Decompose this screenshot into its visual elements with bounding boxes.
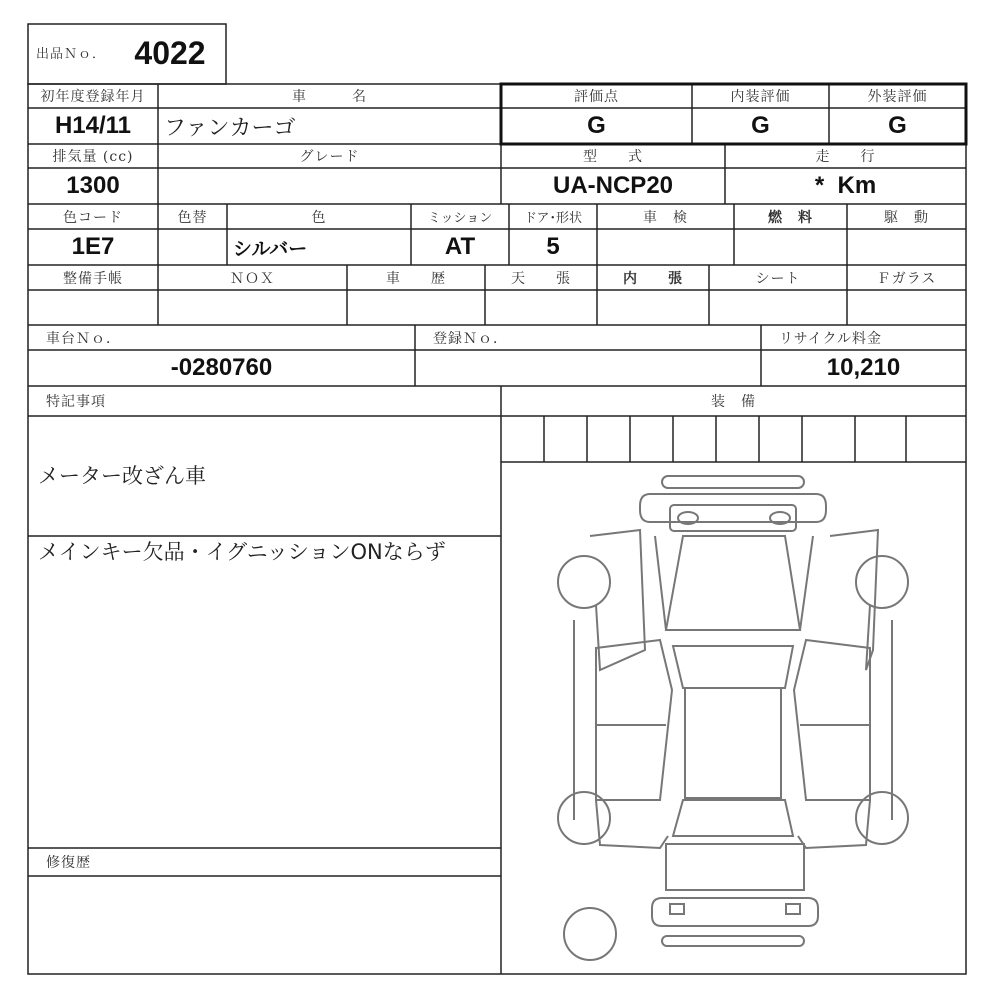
car-diagram: [558, 476, 908, 960]
interior-score-label: 内装評価: [730, 89, 791, 105]
drive-label: 駆 動: [884, 209, 929, 226]
color-code-value: 1E7: [71, 233, 115, 260]
interior-score-value: G: [751, 112, 770, 139]
color-label: 色: [311, 209, 327, 226]
special-notes-label: 特記事項: [46, 394, 106, 410]
color-value: シルバー: [233, 238, 308, 260]
grade-value: [158, 168, 501, 204]
recolor-value: [158, 229, 227, 265]
fuel-value: [734, 229, 847, 265]
displacement-label: 排気量 (cc): [52, 149, 134, 165]
mileage-value: * Km: [814, 172, 877, 199]
nox-label: ＮＯＸ: [230, 270, 275, 287]
registration-number-value: [415, 350, 761, 386]
lot-number-label: 出品Ｎｏ．: [36, 46, 107, 62]
reg-date-label: 初年度登録年月: [40, 89, 146, 105]
door-value: 5: [546, 233, 560, 260]
seat-label: シート: [755, 270, 801, 287]
maintenance-book-label: 整備手帳: [63, 270, 123, 287]
recycle-fee-value: 10,210: [826, 354, 901, 381]
special-note-line-2: メインキー欠品・イグニッションONならず: [38, 540, 446, 564]
mission-value: AT: [444, 233, 476, 260]
special-note-line-1: メーター改ざん車: [38, 464, 206, 488]
chassis-number-value: -0280760: [170, 354, 273, 381]
score-value: G: [587, 112, 606, 139]
interior-trim-label: 内 張: [623, 270, 683, 287]
mission-label: ミッション: [427, 211, 493, 226]
roof-lining-label: 天 張: [511, 270, 571, 287]
car-name-label: 車 名: [292, 89, 367, 105]
displacement-value: 1300: [66, 172, 120, 199]
door-label: ドア･形状: [523, 211, 583, 226]
model-value: UA-NCP20: [552, 172, 674, 199]
grade-label: グレード: [299, 149, 360, 165]
recycle-fee-label: リサイクル料金: [779, 330, 883, 347]
score-label: 評価点: [574, 89, 619, 105]
exterior-score-value: G: [888, 112, 907, 139]
chassis-number-label: 車台Ｎｏ．: [46, 330, 121, 347]
registration-number-label: 登録Ｎｏ．: [433, 330, 508, 347]
history-label: 車 歴: [386, 270, 446, 287]
car-name-value: ファンカーゴ: [164, 115, 296, 141]
front-glass-label: Ｆガラス: [876, 270, 937, 287]
equipment-label: 装 備: [711, 394, 756, 410]
inspection-label: 車 検: [643, 209, 688, 226]
inspection-value: [597, 229, 734, 265]
exterior-score-label: 外装評価: [867, 89, 928, 105]
recolor-label: 色替: [177, 209, 208, 226]
repair-history-label: 修復歴: [46, 855, 91, 871]
mileage-label: 走 行: [815, 149, 876, 165]
model-label: 型 式: [583, 149, 643, 165]
fuel-label: 燃 料: [768, 209, 813, 226]
drive-value: [847, 229, 966, 265]
reg-date-value: H14/11: [54, 112, 132, 139]
lot-number: 4022: [134, 34, 206, 71]
color-code-label: 色コード: [63, 209, 123, 226]
